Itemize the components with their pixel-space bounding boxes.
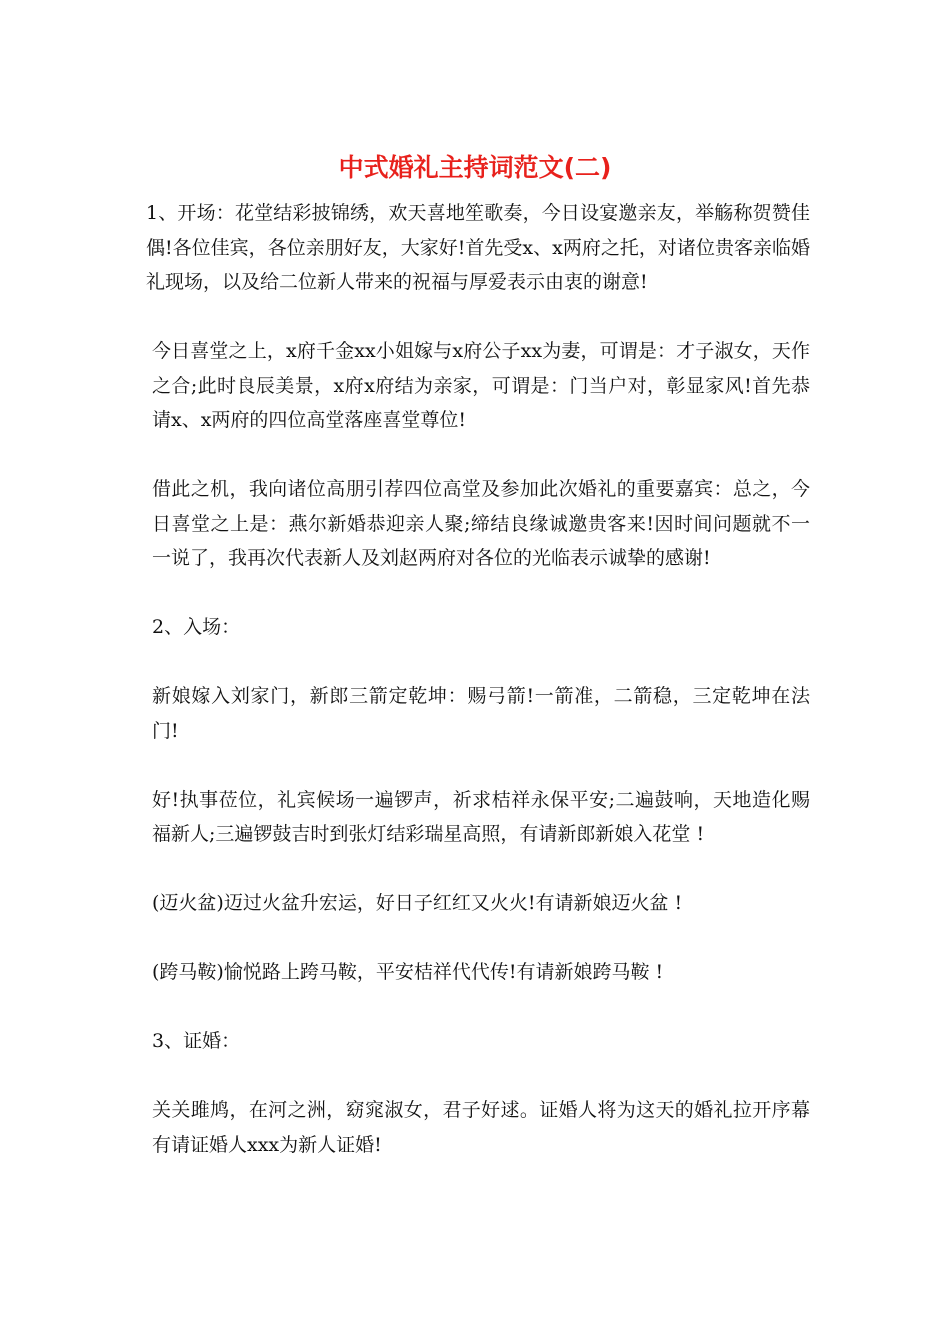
paragraph-gongs: 好!执事莅位，礼宾候场一遍锣声，祈求桔祥永保平安;二遍鼓响，天地造化赐福新人;三遍锣鼓吉时到张灯结彩瑞星高照，有请新郎新娘入花堂 ! — [152, 788, 810, 845]
section-heading-witness: 3、证婚： — [152, 1030, 241, 1052]
document-body — [146, 196, 810, 1197]
paragraph-saddle: (跨马鞍)愉悦路上跨马鞍，平安桔祥代代传!有请新娘跨马鞍 ! — [152, 961, 664, 983]
paragraph-arrows: 新娘嫁入刘家门，新郎三箭定乾坤：赐弓箭!一箭准，二箭稳，三定乾坤在法门! — [152, 685, 810, 742]
section-heading-entrance: 2、入场： — [152, 616, 241, 638]
paragraph-parents-intro: 今日喜堂之上，x府千金xx小姐嫁与x府公子xx为妻，可谓是：才子淑女，天作之合;此时良辰美景，x府x府结为亲家，可谓是：门当户对，彰显家风!首先恭请x、x两府的四位高堂落座喜堂尊位! — [152, 340, 810, 431]
paragraph-opening: 1、开场：花堂结彩披锦绣，欢天喜地笙歌奏，今日设宴邀亲友，举觞称贺赞佳偶!各位佳宾，各位亲朋好友，大家好!首先受x、x两府之托，对诸位贵客亲临婚礼现场，以及给二位新人带来的祝福与厚爱表示由衷的谢意! — [146, 202, 810, 293]
paragraph-fire-basin: (迈火盆)迈过火盆升宏运，好日子红红又火火!有请新娘迈火盆 ! — [152, 892, 683, 914]
paragraph-witness: 关关雎鸠，在河之洲，窈窕淑女，君子好逑。证婚人将为这天的婚礼拉开序幕有请证婚人xxx为新人证婚! — [152, 1099, 810, 1156]
paragraph-guests-thanks: 借此之机，我向诸位高朋引荐四位高堂及参加此次婚礼的重要嘉宾：总之，今日喜堂之上是：燕尔新婚恭迎亲人聚;缔结良缘诚邀贵客来!因时间问题就不一一说了，我再次代表新人及刘赵两府对各位的光临表示诚挚的感谢! — [152, 478, 810, 569]
document-title: 中式婚礼主持词范文(二) — [338, 153, 612, 182]
